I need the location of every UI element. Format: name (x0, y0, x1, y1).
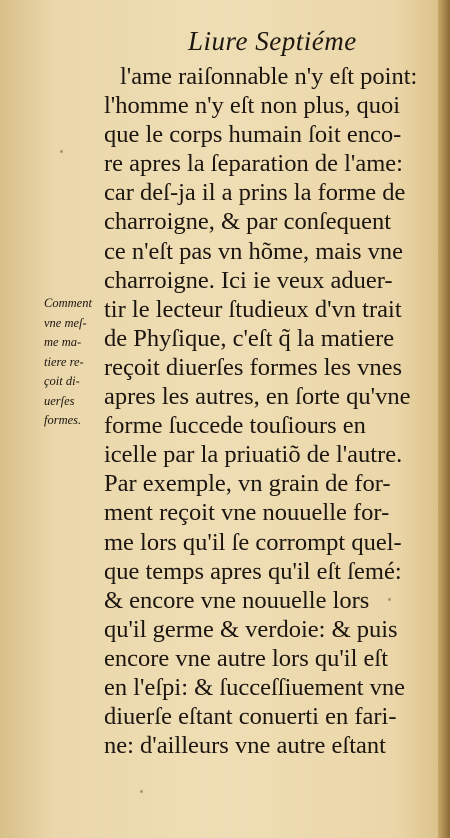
text-line: encore vne autre lors qu'il eſt (104, 644, 389, 672)
text-line: tir le lecteur ſtudieux d'vn trait (104, 295, 402, 323)
running-head: Liure Septiéme (188, 26, 357, 56)
marginal-note-line: uerſes (44, 393, 75, 408)
paper-speck (60, 150, 63, 153)
text-line: Par exemple, vn grain de for- (104, 470, 391, 498)
text-line: que temps apres qu'il eſt ſemé: (104, 557, 402, 585)
page-edge-shadow (438, 0, 450, 838)
text-line: re apres la ſeparation de l'ame: (104, 150, 403, 178)
body-text (104, 62, 426, 760)
text-line: icelle par la priuatiõ de l'autre. (104, 441, 403, 469)
text-line: en l'eſpi: & ſucceſſiuement vne (104, 673, 406, 701)
marginal-note-line: me ma- (44, 335, 82, 349)
text-line: ne: d'ailleurs vne autre eſtant (104, 732, 386, 760)
marginal-note-line: vne meſ- (44, 315, 87, 330)
text-line: forme ſuccede touſiours en (104, 412, 366, 440)
marginal-note (44, 294, 104, 431)
text-line: ment reçoit vne nouuelle for- (104, 499, 390, 527)
text-line: reçoit diuerſes formes les vnes (104, 353, 402, 381)
text-line: charroigne. Ici ie veux aduer- (104, 266, 393, 294)
marginal-note-line: Comment (44, 296, 92, 310)
text-line: qu'il germe & verdoie: & puis (104, 615, 398, 643)
text-line: & encore vne nouuelle lors (104, 586, 370, 614)
text-line: que le corps humain ſoit enco- (104, 121, 402, 149)
marginal-note-line: çoit di- (44, 374, 80, 388)
text-line: ce n'eſt pas vn hõme, mais vne (104, 237, 404, 265)
marginal-note-line: formes. (44, 413, 82, 427)
text-line: diuerſe eſtant conuerti en fari- (104, 703, 397, 731)
text-line: l'ame raiſonnable n'y eſt point: (120, 63, 418, 90)
text-line: apres les autres, en ſorte qu'vne (104, 383, 411, 411)
text-line: l'homme n'y eſt non plus, quoi (104, 92, 401, 120)
text-line: me lors qu'il ſe corrompt quel- (104, 528, 402, 556)
paper-speck (388, 598, 391, 601)
marginal-note-line: tiere re- (44, 354, 84, 369)
text-line: charroigne, & par conſequent (104, 208, 392, 236)
text-line: de Phyſique, c'eſt q̃ la matiere (104, 324, 395, 352)
paper-speck (140, 790, 143, 793)
text-line: car deſ-ja il a prins la forme de (104, 179, 406, 207)
